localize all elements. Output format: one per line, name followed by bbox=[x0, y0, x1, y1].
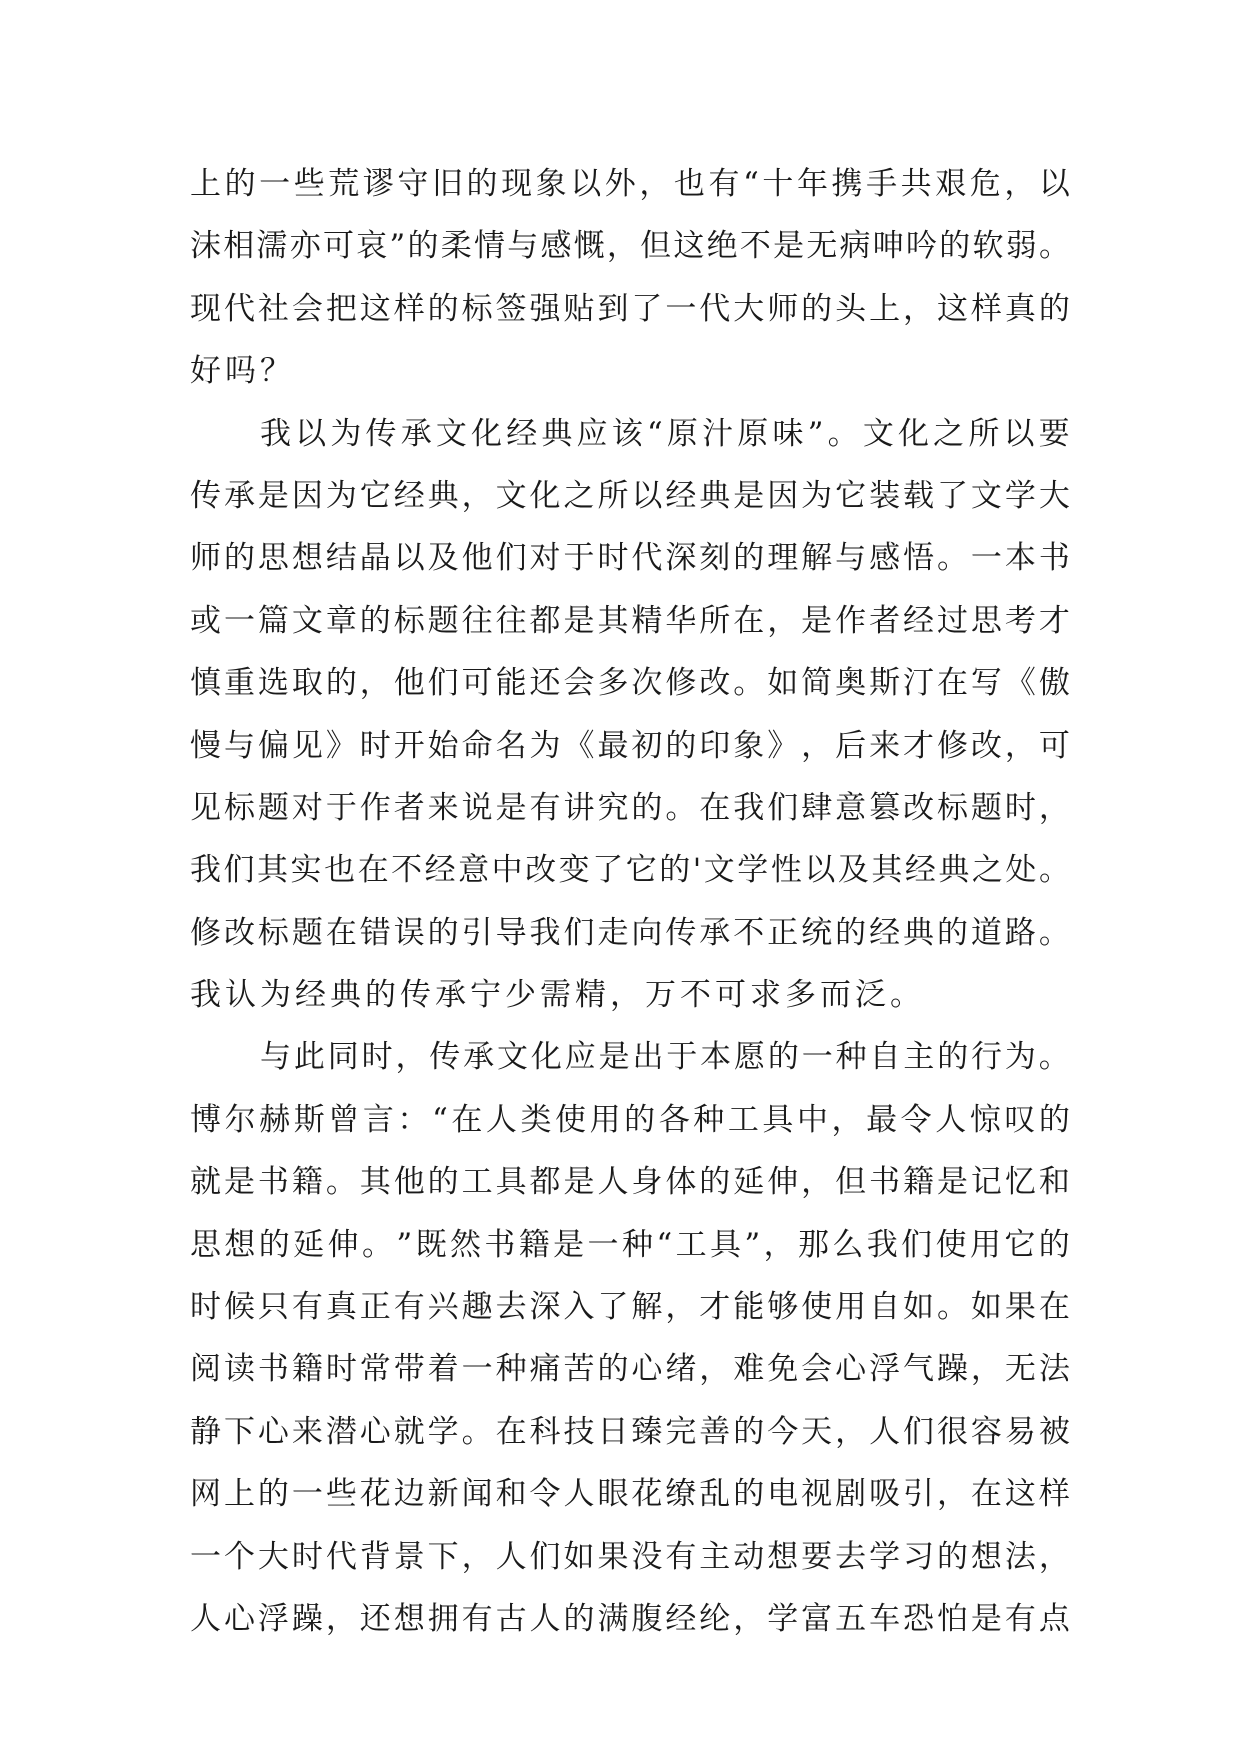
text-line: 思 想 的 延 伸 。 ” 既 然 书 籍 是 一 种 “ 工 具 ” ， 那 么 我 们 使 用 它 的 bbox=[190, 1226, 1070, 1263]
text-line: 我 认 为 经 典 的 传 承 宁 少 需 精 ， 万 不 可 求 多 而 泛 。 bbox=[190, 977, 925, 1014]
text-line: 静 下 心 来 潜 心 就 学 。 在 科 技 日 臻 完 善 的 今 天 ， 人 们 很 容 易 被 bbox=[190, 1413, 1070, 1450]
text-line: 见 标 题 对 于 作 者 来 说 是 有 讲 究 的 。 在 我 们 肆 意 篡 改 标 题 时 ， bbox=[190, 789, 1070, 826]
text-line: 传 承 是 因 为 它 经 典 ， 文 化 之 所 以 经 典 是 因 为 它 装 载 了 文 学 大 bbox=[190, 477, 1070, 514]
text-line: 好 吗 ？ bbox=[190, 353, 295, 390]
text-line: 网 上 的 一 些 花 边 新 闻 和 令 人 眼 花 缭 乱 的 电 视 剧 吸 引 ， 在 这 样 bbox=[190, 1476, 1070, 1513]
text-line: 师 的 思 想 结 晶 以 及 他 们 对 于 时 代 深 刻 的 理 解 与 感 悟 。 一 本 书 bbox=[190, 540, 1070, 577]
text-line: 一 个 大 时 代 背 景 下 ， 人 们 如 果 没 有 主 动 想 要 去 学 习 的 想 法 ， bbox=[190, 1538, 1070, 1575]
text-line: 修 改 标 题 在 错 误 的 引 导 我 们 走 向 传 承 不 正 统 的 经 典 的 道 路 。 bbox=[190, 914, 1070, 951]
text-line: 或 一 篇 文 章 的 标 题 往 往 都 是 其 精 华 所 在 ， 是 作 者 经 过 思 考 才 bbox=[190, 602, 1070, 639]
text-line: 慢 与 偏 见 》 时 开 始 命 名 为 《 最 初 的 印 象 》 ， 后 来 才 修 改 ， 可 bbox=[190, 727, 1070, 764]
text-line: 阅 读 书 籍 时 常 带 着 一 种 痛 苦 的 心 绪 ， 难 免 会 心 浮 气 躁 ， 无 法 bbox=[190, 1351, 1070, 1388]
body-text bbox=[190, 153, 1070, 1650]
text-line: 慎 重 选 取 的 ， 他 们 可 能 还 会 多 次 修 改 。 如 简 奥 斯 汀 在 写 《 傲 bbox=[190, 665, 1070, 702]
text-line: 博 尔 赫 斯 曾 言 ： “ 在 人 类 使 用 的 各 种 工 具 中 ， 最 令 人 惊 叹 的 bbox=[190, 1101, 1070, 1138]
text-line: 沫 相 濡 亦 可 哀 ” 的 柔 情 与 感 慨 ， 但 这 绝 不 是 无 病 呻 吟 的 软 弱 。 bbox=[190, 228, 1070, 265]
text-line: 人 心 浮 躁 ， 还 想 拥 有 古 人 的 满 腹 经 纶 ， 学 富 五 车 恐 怕 是 有 点 bbox=[190, 1600, 1070, 1637]
text-line: 现 代 社 会 把 这 样 的 标 签 强 贴 到 了 一 代 大 师 的 头 上 ， 这 样 真 的 bbox=[190, 290, 1070, 327]
text-line: 时 候 只 有 真 正 有 兴 趣 去 深 入 了 解 ， 才 能 够 使 用 自 如 。 如 果 在 bbox=[190, 1289, 1070, 1326]
text-line: 我 以 为 传 承 文 化 经 典 应 该 “ 原 汁 原 味 ” 。 文 化 之 所 以 要 bbox=[260, 415, 1070, 452]
text-line: 上 的 一 些 荒 谬 守 旧 的 现 象 以 外 ， 也 有 “ 十 年 携 手 共 艰 危 ， 以 bbox=[190, 166, 1070, 202]
text-line: 我 们 其 实 也 在 不 经 意 中 改 变 了 它 的 ' 文 学 性 以 及 其 经 典 之 处 。 bbox=[190, 852, 1070, 889]
text-line: 与 此 同 时 ， 传 承 文 化 应 是 出 于 本 愿 的 一 种 自 主 的 行 为 。 bbox=[260, 1039, 1070, 1076]
text-line: 就 是 书 籍 。 其 他 的 工 具 都 是 人 身 体 的 延 伸 ， 但 书 籍 是 记 忆 和 bbox=[190, 1164, 1070, 1201]
